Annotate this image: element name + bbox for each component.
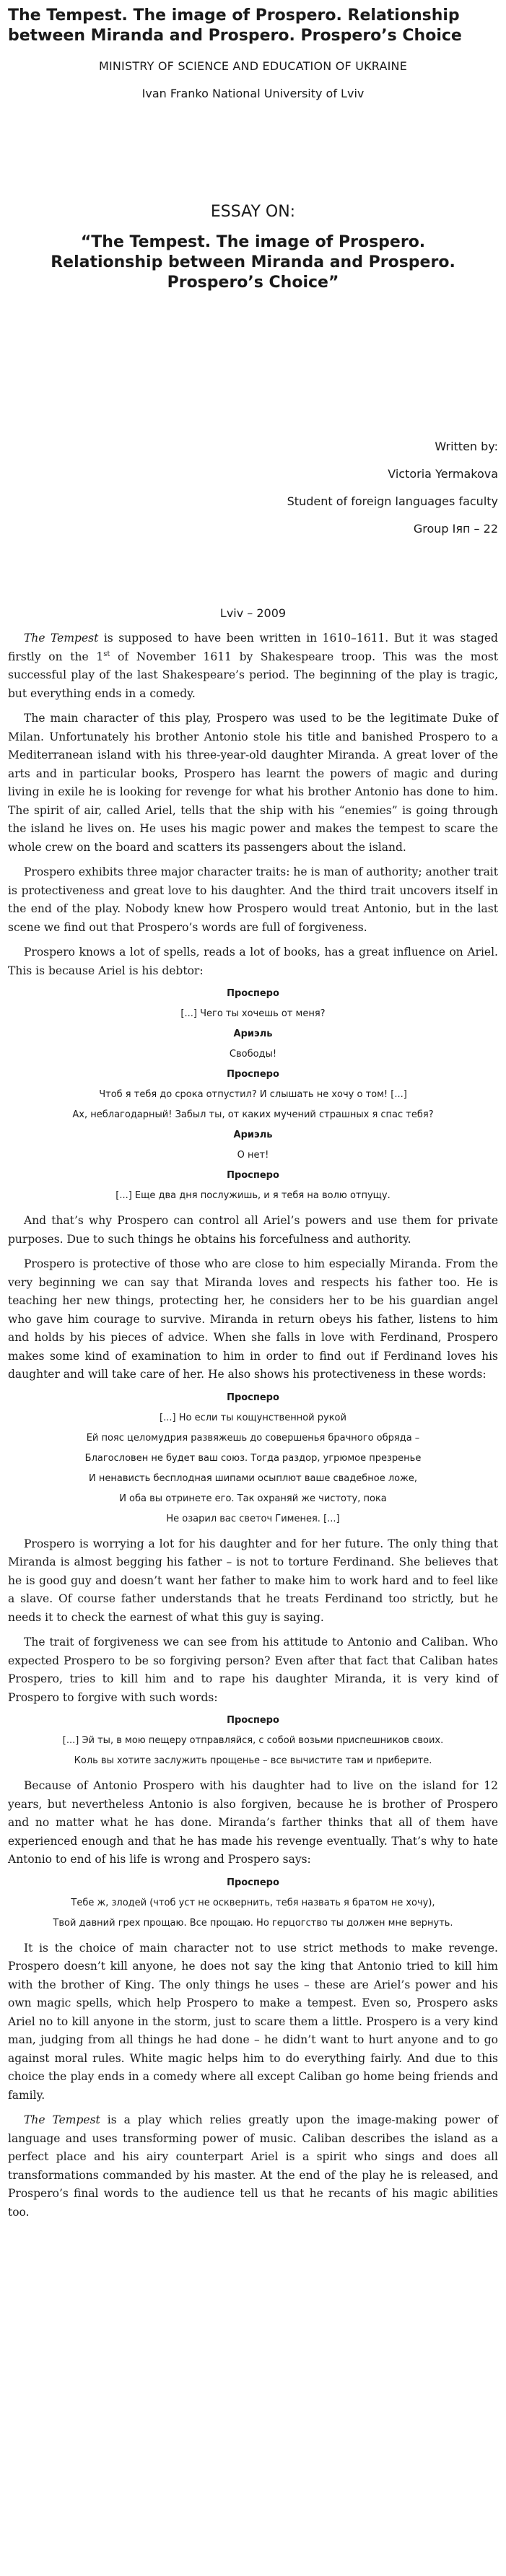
paragraph-5: And that’s why Prospero can control all Ariel’s powers and use them for private purposes. Due to such things he obtains his forcefulness and authority. — [8, 1214, 498, 1246]
quote-line: Ей пояс целомудрия развяжешь до совершенья брачного обряда – — [86, 1432, 420, 1444]
quote-line: Коль вы хотите заслужить прощенье – все вычистите там и приберите. — [74, 1755, 432, 1766]
author-group: Group Іяп – 22 — [413, 522, 498, 536]
quote-line: Благословен не будет ваш союз. Тогда раздор, угрюмое презренье — [84, 1452, 422, 1464]
play-title-italic: The Tempest — [24, 2113, 100, 2126]
paragraph-10: It is the choice of main character not to use strict methods to make revenge. Prospero doesn’t kill anyone, he does not say the king that Antonio tried to kill him with the brother of King. The only things he uses – these are Ariel’s power and his own magic spells, which help Prospero to make a tempest. Even so, Prospero asks Ariel no to kill anyone in the storm, just to scare them a little. Prospero is a very kind man, judging from all things he had done – he didn’t want to hurt anyone and to go against moral rules. White magic helps him to do everything fairly. And due to this choice the play ends in a comedy where all except Caliban go home being friends and family. — [8, 1941, 498, 2102]
paragraph-9: Because of Antonio Prospero with his daughter had to live on the island for 12 years, but nevertheless Antonio is also forgiven, because he is brother of Prospero and no matter what he has done. Miranda’s farther thinks that all of them have experienced enough and that he has made his revenge eventually. That’s why to hate Antonio to end of his life is wrong and Prospero says: — [8, 1779, 498, 1866]
place-date: Lviv – 2009 — [219, 606, 287, 620]
play-title-italic: The Tempest — [24, 632, 99, 645]
quote-line: Чтоб я тебя до срока отпустил? И слышать не хочу о том! [...] — [99, 1089, 407, 1100]
quote-line: [...] Еще два дня послужишь, и я тебя на волю отпущу. — [115, 1190, 391, 1201]
quote-line: И оба вы отринете его. Так охраняй же чистоту, пока — [119, 1493, 387, 1504]
paragraph-2: The main character of this play, Prospero was used to be the legitimate Duke of Milan. Unfortunately his brother Antonio stole his title and banished Prospero to a Mediterranean island with his three-year-old daughter Miranda. A great lover of the arts and in particular books, Prospero has learnt the powers of magic and during living in exile he is looking for revenge for what his brother Antonio has done to him. The spirit of air, called Ariel, tells that the ship with his “enemies” is going through the island he lives on. He uses his magic power and makes the tempest to scare the whole crew on the board and scatters its passengers about the island. — [8, 712, 498, 854]
quote-line: Просперо — [227, 1069, 279, 1080]
quote-line: Тебе ж, злодей (чтоб уст не осквернить, тебя назвать я братом не хочу), — [71, 1897, 435, 1908]
paragraph-11-text: is a play which relies greatly upon the image-making power of language and uses transforming power of music. Caliban describes the island as a perfect place and his airy counterpart Ariel is a spirit who sings and does all transformations commanded by his master. At the end of the play he is released, and Prospero’s final words to the audience tell us that he recants of his magic abilities too. — [8, 2113, 498, 2219]
essay-body — [8, 629, 498, 2222]
author-role: Student of foreign languages faculty — [287, 494, 498, 508]
author-name: Victoria Yermakova — [388, 467, 498, 481]
quote-line: Не озарил вас светоч Гименея. [...] — [166, 1513, 340, 1524]
quote-block-2 — [8, 1392, 498, 1525]
quote-line: Просперо — [227, 1877, 279, 1888]
quote-line: Просперо — [227, 1170, 279, 1181]
quote-line: Ах, неблагодарный! Забыл ты, от каких мучений страшных я спас тебя? — [72, 1109, 434, 1120]
essay-label: ESSAY ON: — [210, 203, 296, 221]
quote-line: [...] Чего ты хочешь от меня? — [180, 1008, 326, 1019]
quote-line: И ненависть бесплодная шипами осыплют ваше свадебное ложе, — [89, 1472, 417, 1484]
author-written-by: Written by: — [435, 440, 498, 453]
quote-line: [...] Эй ты, в мою пещеру отправляйся, с собой возьми приспешников своих. — [62, 1735, 444, 1746]
paragraph-11 — [8, 2111, 498, 2222]
quote-line: Твой давний грех прощаю. Все прощаю. Но герцогство ты должен мне вернуть. — [53, 1917, 453, 1929]
paragraph-1-text-b: of November 1611 by Shakespeare troop. This was the most successful play of the last Shakespeare’s period. The beginning of the play is tragic, but everything ends in a comedy. — [8, 650, 498, 700]
quote-block-3 — [8, 1714, 498, 1767]
university-line: Ivan Franko National University of Lviv — [141, 87, 365, 100]
quote-line: Свободы! — [229, 1049, 277, 1060]
paragraph-7: Prospero is worrying a lot for his daughter and for her future. The only thing that Miranda is almost begging his father – is not to torture Ferdinand. She believes that he is good guy and doesn’t want her father to make him to work hard and to feel like a slave. Of course father understands that he treats Ferdinand too strictly, but he needs it to check the earnest of what this guy is saying. — [8, 1537, 498, 1624]
paragraph-8: The trait of forgiveness we can see from his attitude to Antonio and Caliban. Who expected Prospero to be so forgiving person? Even after that fact that Caliban hates Prospero, tries to kill him and to rape his daughter Miranda, it is very kind of Prospero to forgive with such words: — [8, 1636, 498, 1704]
quote-line: Просперо — [227, 1392, 279, 1403]
paragraph-1 — [8, 629, 498, 703]
ordinal-suffix: st — [103, 650, 110, 658]
quote-line: Просперо — [227, 1715, 279, 1726]
quote-block-4 — [8, 1877, 498, 1929]
essay-title: “The Tempest. The image of Prospero. Relationship between Miranda and Prospero. Prospero’s Choice” — [51, 233, 455, 292]
ministry-line: MINISTRY OF SCIENCE AND EDUCATION OF UKRAINE — [98, 59, 408, 73]
paragraph-3: Prospero exhibits three major character traits: he is man of authority; another trait is protectiveness and great love to his daughter. And the third trait uncovers itself in the end of the play. Nobody knew how Prospero would treat Antonio, but in the last scene we find out that Prospero’s words are full of forgiveness. — [8, 865, 498, 934]
quote-line: Ариэль — [233, 1029, 273, 1039]
quote-line: Просперо — [227, 988, 279, 999]
paragraph-4: Prospero knows a lot of spells, reads a lot of books, has a great influence on Ariel. This is because Ariel is his debtor: — [8, 946, 498, 977]
quote-line: О нет! — [237, 1150, 269, 1161]
quote-line: [...] Но если ты кощунственной рукой — [160, 1412, 346, 1423]
quote-block-1 — [8, 987, 498, 1202]
quote-line: Ариэль — [233, 1130, 273, 1140]
paragraph-6: Prospero is protective of those who are close to him especially Miranda. From the very beginning we can say that Miranda loves and respects his father too. He is teaching her new things, protecting her, he considers her to be his guardian angel who gave him courage to survive. Miranda in return obeys his father, listens to him and holds by his pieces of advice. When she falls in love with Ferdinand, Prospero makes some kind of examination to him in order to find out if Ferdinand loves his daughter and will take care of her. He also shows his protectiveness in these words: — [8, 1257, 498, 1381]
document-title: The Tempest. The image of Prospero. Relationship between Miranda and Prospero. Prospero’s Choice — [8, 6, 462, 45]
paragraph-1-text-a: is supposed to have been written in 1610–1611. But it was staged firstly on the 1 — [8, 632, 498, 663]
